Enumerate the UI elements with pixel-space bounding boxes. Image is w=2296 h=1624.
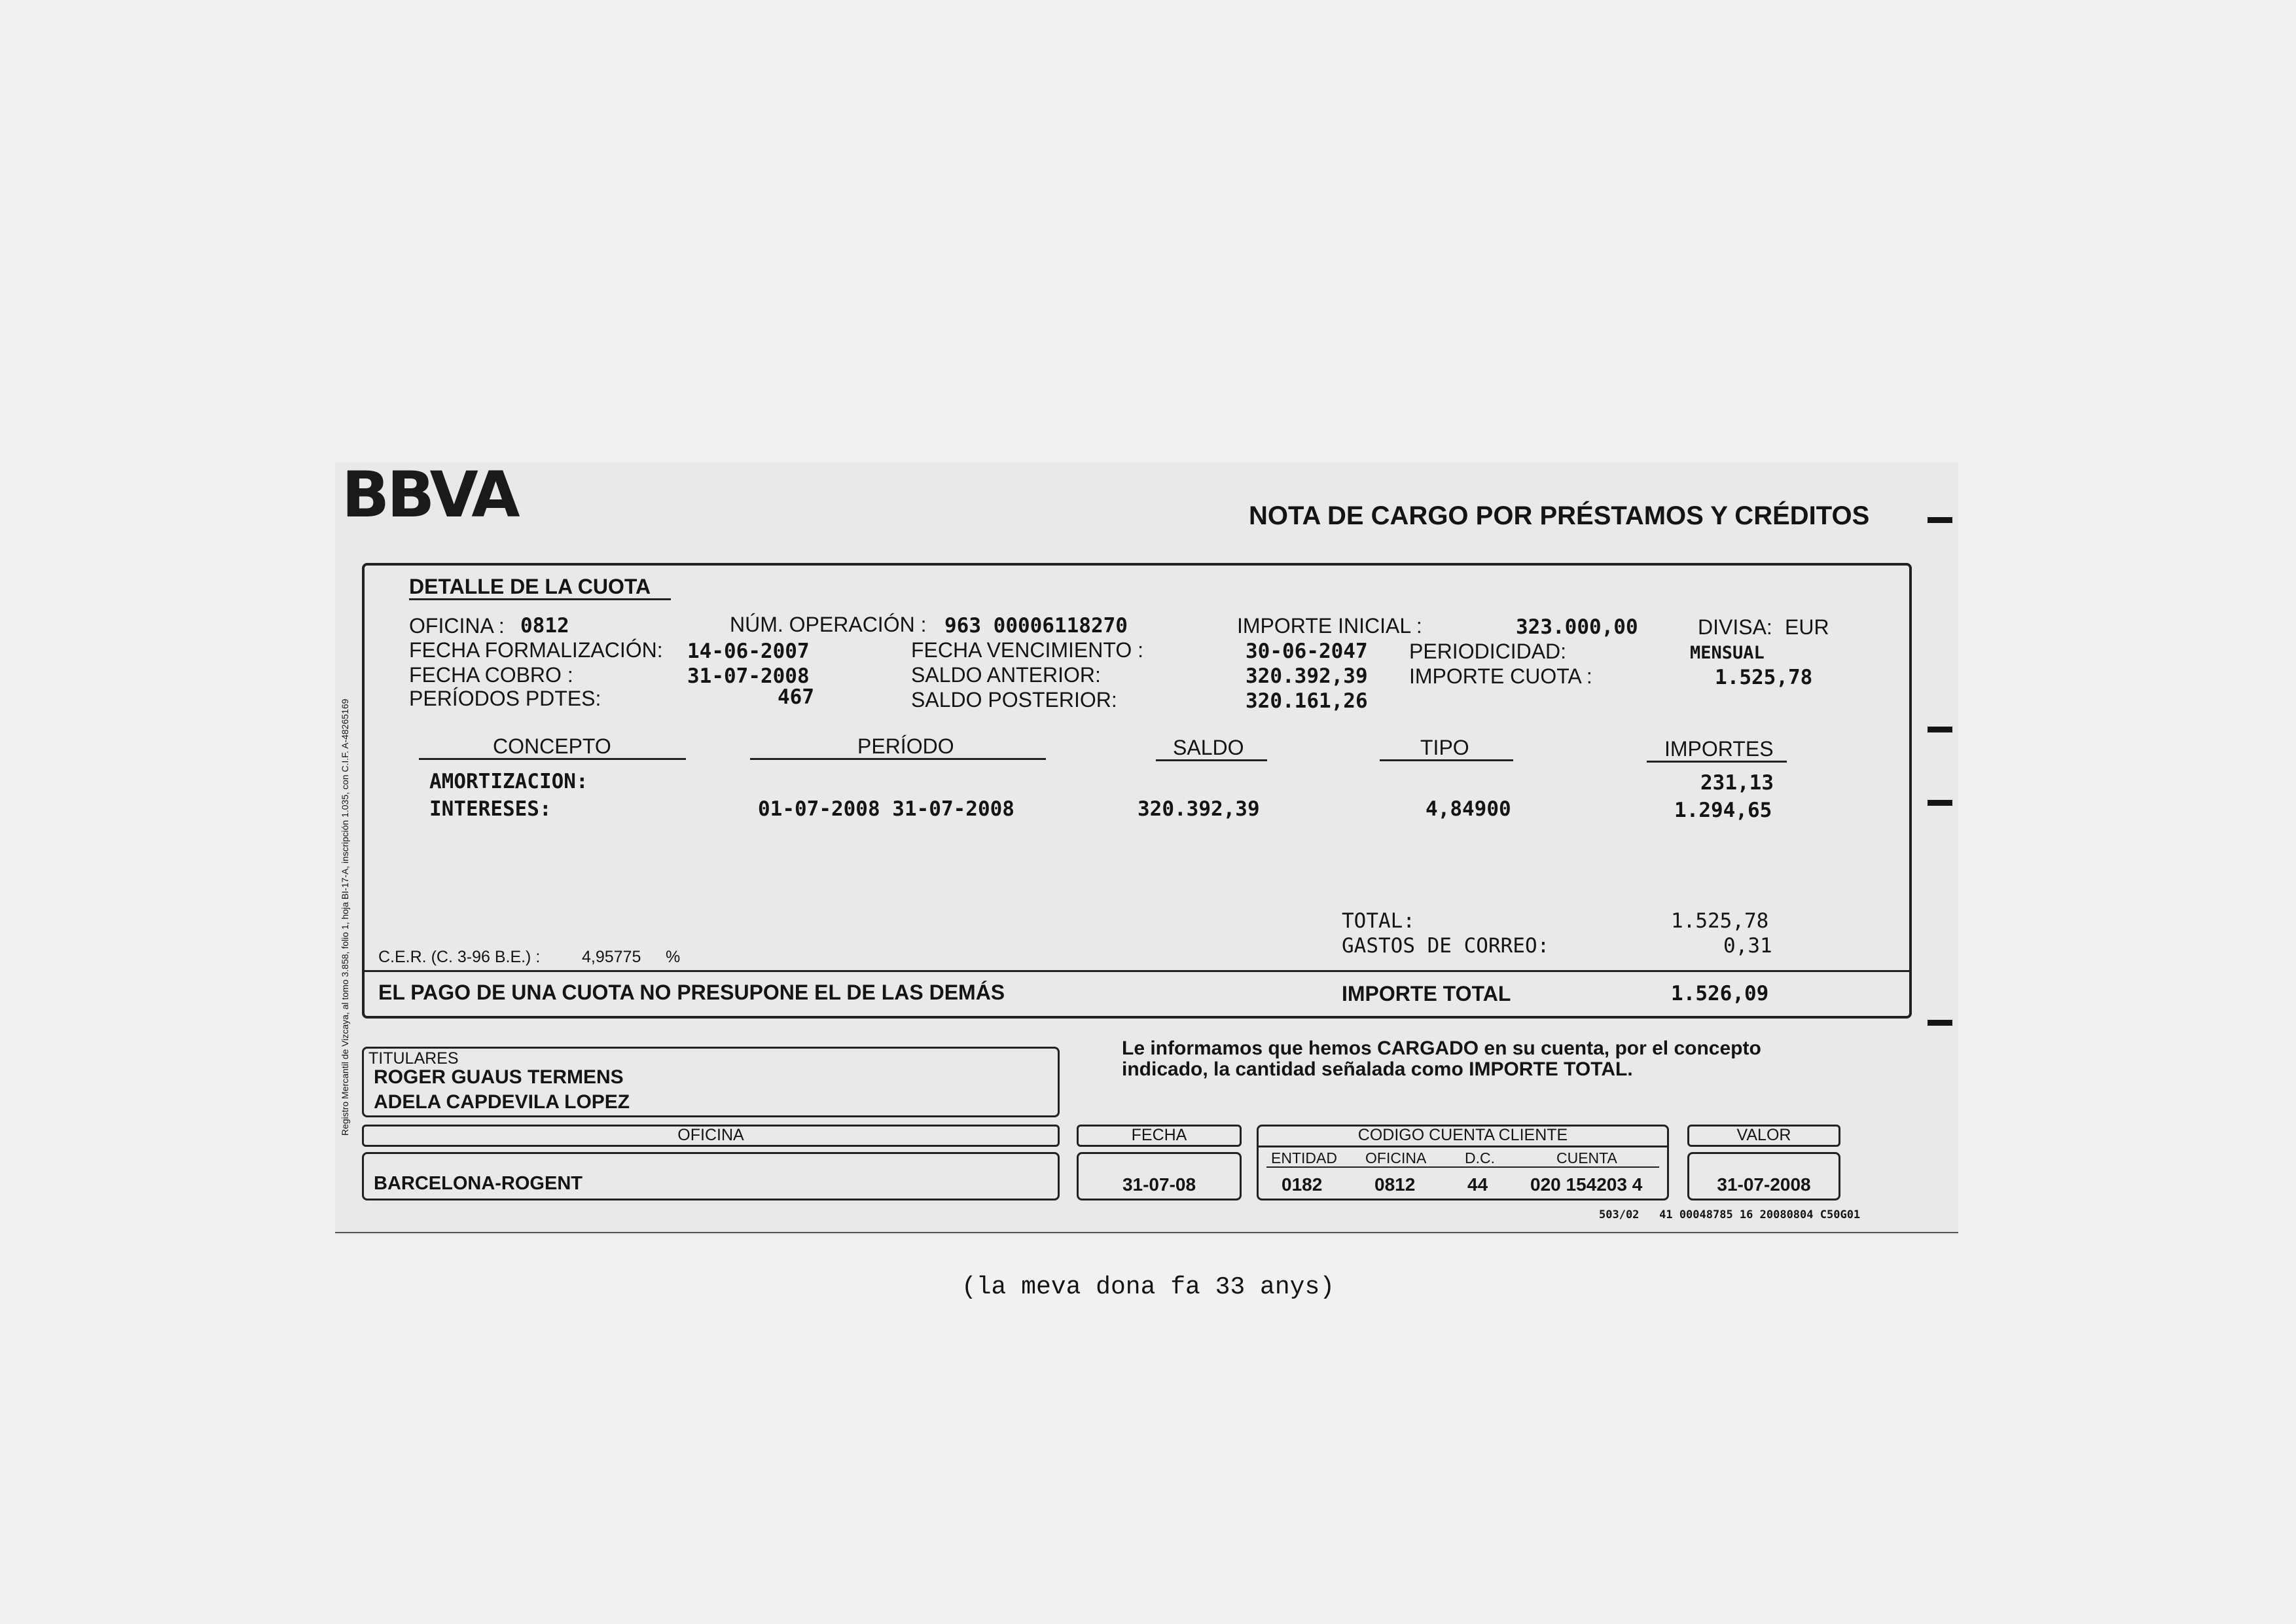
bbva-logo: BBVA (342, 458, 518, 532)
periodos-value: 467 (778, 685, 814, 709)
saldo-posterior-value: 320.161,26 (1246, 689, 1368, 713)
dc-label: D.C. (1465, 1149, 1495, 1166)
importe-total-value: 1.526,09 (1671, 982, 1769, 1005)
cuenta-value: 020 154203 4 (1530, 1174, 1643, 1195)
entidad-value: 0182 (1282, 1174, 1323, 1195)
fecha-cobro-value: 31-07-2008 (687, 664, 810, 688)
fecha-formalizacion-label: FECHA FORMALIZACIÓN: (409, 638, 663, 662)
fecha-formalizacion-value: 14-06-2007 (687, 640, 810, 663)
valor-value: 31-07-2008 (1717, 1174, 1811, 1195)
registry-side-text: Registro Mercantil de Vizcaya, al tomo 3.858, folio 1, hoja BI-17-A, inscripción 1.035, con C.I.F. A-48265169 (340, 698, 350, 1136)
ccc-oficina-label: OFICINA (1365, 1149, 1427, 1166)
header-concepto: CONCEPTO (493, 734, 611, 758)
header-importes: IMPORTES (1664, 737, 1774, 761)
slip-bottom-edge (335, 1232, 1958, 1233)
ccc-header: CODIGO CUENTA CLIENTE (1357, 1126, 1568, 1144)
header-saldo: SALDO (1173, 736, 1244, 759)
num-operacion-label: NÚM. OPERACIÓN : (730, 613, 927, 636)
row-periodo: 01-07-2008 31-07-2008 (758, 797, 1014, 821)
header-tipo: TIPO (1420, 736, 1469, 759)
total-label: TOTAL: (1342, 909, 1415, 933)
oficina-value: 0812 (520, 614, 569, 638)
oficina-label: OFICINA : (409, 614, 505, 638)
title-underline (409, 598, 671, 600)
importe-cuota-value: 1.525,78 (1715, 666, 1813, 689)
row-concepto: INTERESES: (429, 797, 552, 821)
oficina-value: BARCELONA-ROGENT (374, 1173, 583, 1194)
row-tipo: 4,84900 (1426, 797, 1511, 821)
document-title: NOTA DE CARGO POR PRÉSTAMOS Y CRÉDITOS (1249, 501, 1870, 530)
cer-value: 4,95775 (582, 948, 641, 966)
info-text-line: Le informamos que hemos CARGADO en su cuenta, por el concepto (1122, 1038, 1761, 1059)
gastos-correo-value: 0,31 (1723, 934, 1772, 958)
gastos-correo-label: GASTOS DE CORREO: (1342, 934, 1550, 958)
payment-notice: EL PAGO DE UNA CUOTA NO PRESUPONE EL DE LAS DEMÁS (378, 981, 1005, 1004)
margin-tick (1928, 800, 1952, 806)
titular-name: ROGER GUAUS TERMENS (374, 1066, 624, 1088)
importe-total-label: IMPORTE TOTAL (1342, 982, 1511, 1005)
detail-title: DETALLE DE LA CUOTA (409, 575, 651, 598)
periodicidad-label: PERIODICIDAD: (1409, 640, 1567, 663)
oficina-header: OFICINA (677, 1126, 744, 1144)
reference-code: 503/02 41 00048785 16 20080804 C50G01 (1599, 1208, 1861, 1221)
cer-unit: % (666, 948, 681, 966)
row-importe: 231,13 (1700, 771, 1774, 795)
header-periodo: PERÍODO (857, 734, 954, 758)
row-concepto: AMORTIZACION: (429, 770, 588, 793)
titular-name: ADELA CAPDEVILA LOPEZ (374, 1091, 630, 1113)
fecha-vencimiento-value: 30-06-2047 (1246, 640, 1368, 663)
total-value: 1.525,78 (1671, 909, 1769, 933)
dc-value: 44 (1467, 1174, 1488, 1195)
ccc-divider (1258, 1146, 1668, 1147)
cer-label: C.E.R. (C. 3-96 B.E.) : (378, 948, 541, 966)
margin-tick (1928, 727, 1952, 732)
margin-tick (1928, 1020, 1952, 1026)
saldo-anterior-label: SALDO ANTERIOR: (911, 663, 1101, 687)
importe-inicial-value: 323.000,00 (1516, 615, 1638, 639)
periodicidad-value: MENSUAL (1690, 643, 1765, 663)
row-saldo: 320.392,39 (1138, 797, 1260, 821)
divisa-value: EUR (1785, 615, 1829, 639)
divisa-label: DIVISA: (1698, 615, 1772, 639)
saldo-anterior-value: 320.392,39 (1246, 664, 1368, 688)
row-importe: 1.294,65 (1674, 799, 1772, 822)
header-underline (750, 758, 1046, 760)
importe-inicial-label: IMPORTE INICIAL : (1237, 614, 1422, 638)
fecha-vencimiento-label: FECHA VENCIMIENTO : (911, 638, 1144, 662)
ccc-subdivider (1266, 1166, 1659, 1168)
periodos-label: PERÍODOS PDTES: (409, 687, 601, 710)
entidad-label: ENTIDAD (1271, 1149, 1337, 1166)
info-text-line: indicado, la cantidad señalada como IMPORTE TOTAL. (1122, 1058, 1633, 1080)
header-underline (419, 758, 686, 760)
saldo-posterior-label: SALDO POSTERIOR: (911, 688, 1117, 712)
fecha-value: 31-07-08 (1122, 1174, 1196, 1195)
header-underline (1156, 759, 1267, 761)
divider (363, 970, 1910, 972)
titulares-label: TITULARES (368, 1049, 459, 1068)
fecha-cobro-label: FECHA COBRO : (409, 663, 573, 687)
caption: (la meva dona fa 33 anys) (961, 1273, 1335, 1301)
cuenta-label: CUENTA (1556, 1149, 1617, 1166)
header-underline (1647, 761, 1787, 763)
ccc-oficina-value: 0812 (1374, 1174, 1416, 1195)
fecha-header: FECHA (1131, 1126, 1187, 1144)
importe-cuota-label: IMPORTE CUOTA : (1409, 664, 1592, 688)
header-underline (1380, 759, 1513, 761)
num-operacion-value: 963 00006118270 (944, 614, 1128, 638)
valor-header: VALOR (1736, 1126, 1791, 1144)
margin-tick (1928, 517, 1952, 523)
